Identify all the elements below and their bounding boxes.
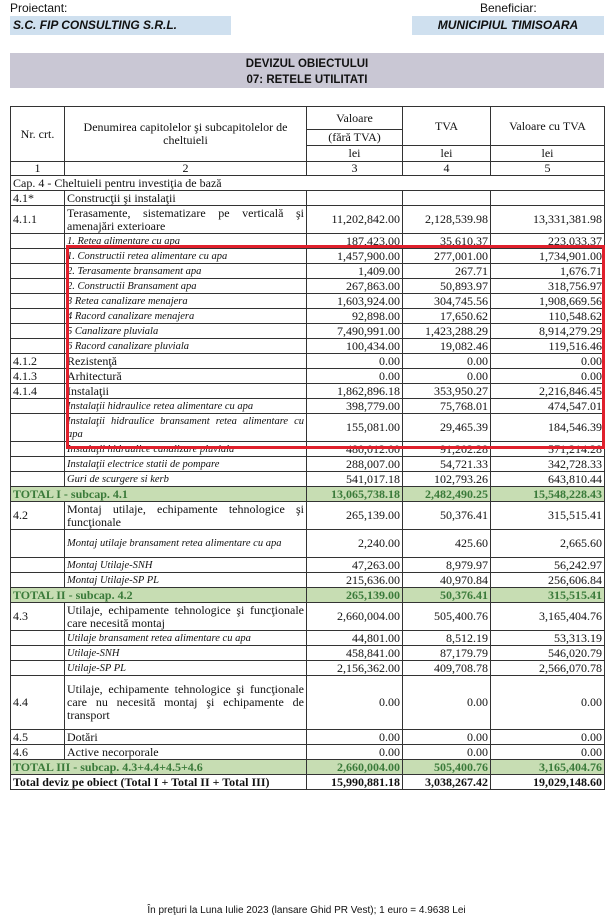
cell-valoare-tva: 19,029,148.60 [491,775,605,790]
col-index-1: 1 [11,162,65,176]
cell-nr [11,442,65,457]
cell-valoare: 288,007.00 [307,457,403,472]
cell-valoare-tva: 223,033.37 [491,234,605,249]
table-row [11,676,605,730]
cell-tva: 54,721.33 [403,457,491,472]
table-row [11,339,605,354]
cell-denumire: Montaj utilaje, echipamente tehnologice şi funcţionale [65,502,307,530]
cell-tva: 50,376.41 [403,588,491,603]
cell-denumire: 4 Racord canalizare menajera [65,309,307,324]
cell-valoare-tva: 256,606.84 [491,573,605,588]
proiectant-label: Proiectant: [10,1,68,15]
footer-note: În preţuri la Luna Iulie 2023 (lansare Ghid PR Vest); 1 euro = 4.9638 Lei [147,905,466,916]
cell-nr [11,234,65,249]
cell-valoare-tva: 643,810.44 [491,472,605,487]
cell-denumire: Rezistenţă [65,354,307,369]
cell-valoare: 1,457,900.00 [307,249,403,264]
cell-tva: 8,979.97 [403,558,491,573]
cell-valoare-tva: 342,728.33 [491,457,605,472]
col-index-3: 3 [307,162,403,176]
cell-nr: 4.1.4 [11,384,65,399]
cell-denumire: 6 Racord canalizare pluviala [65,339,307,354]
cell-valoare-tva: 546,020.79 [491,646,605,661]
cell-valoare-tva: 474,547.01 [491,399,605,414]
cell-nr [11,309,65,324]
col-val-sub: (fără TVA) [307,130,403,146]
cell-valoare-tva: 1,908,669.56 [491,294,605,309]
cell-nr [11,279,65,294]
cell-tva: 91,202.28 [403,442,491,457]
cell-nr [11,558,65,573]
cell-valoare-tva: 119,516.46 [491,339,605,354]
cell-valoare [307,191,403,206]
col-val-header: Valoare [307,107,403,130]
table-row [11,573,605,588]
col-tva-header: TVA [403,107,491,146]
chapter-title: Cap. 4 - Cheltuieli pentru investiţia de bază [11,176,605,191]
cell-valoare-tva: 2,566,070.78 [491,661,605,676]
proiectant-value: S.C. FIP CONSULTING S.R.L. [10,16,231,35]
cell-valoare: 13,065,738.18 [307,487,403,502]
table-row [11,414,605,442]
cell-nr: 4.6 [11,745,65,760]
table-row [11,588,605,603]
cell-nr [11,324,65,339]
table-row [11,309,605,324]
cell-valoare-tva: 1,734,901.00 [491,249,605,264]
cell-tva: 40,970.84 [403,573,491,588]
cell-nr [11,530,65,558]
cell-valoare: 47,263.00 [307,558,403,573]
cell-nr: 4.4 [11,676,65,730]
table-row [11,369,605,384]
cell-valoare: 15,990,881.18 [307,775,403,790]
table-row [11,442,605,457]
cell-valoare-tva: 318,756.97 [491,279,605,294]
table-row [11,264,605,279]
table-row [11,457,605,472]
table-row [11,354,605,369]
table-row [11,646,605,661]
cell-valoare-tva: 8,914,279.29 [491,324,605,339]
cell-tva: 0.00 [403,745,491,760]
cell-denumire: 1. Retea alimentare cu apa [65,234,307,249]
cell-valoare: 480,012.00 [307,442,403,457]
table-row [11,399,605,414]
cell-valoare: 2,660,004.00 [307,603,403,631]
cell-valoare-tva: 13,331,381.98 [491,206,605,234]
table-row [11,745,605,760]
table-row [11,760,605,775]
table-row [11,775,605,790]
cell-valoare-tva: 184,546.39 [491,414,605,442]
cell-valoare: 0.00 [307,676,403,730]
cell-nr [11,472,65,487]
cell-valoare: 0.00 [307,369,403,384]
beneficiar-label: Beneficiar: [480,1,537,15]
cell-tva: 50,376.41 [403,502,491,530]
cell-denumire: 1. Constructii retea alimentare cu apa [65,249,307,264]
cell-nr [11,294,65,309]
cell-denumire: Instalaţii hidraulice retea alimentare cu apa [65,399,307,414]
cell-valoare: 0.00 [307,730,403,745]
cell-denumire: 2. Constructii Bransament apa [65,279,307,294]
cell-nr [11,646,65,661]
cell-denumire: Instalaţii hidraulice bransament retea alimentare cu apa [65,414,307,442]
unit-tva: lei [403,146,491,162]
cell-nr: 4.5 [11,730,65,745]
cell-nr: 4.3 [11,603,65,631]
banner-title: DEVIZUL OBIECTULUI [245,58,369,70]
table-body [11,176,605,790]
cell-tva: 75,768.01 [403,399,491,414]
cell-tva: 425.60 [403,530,491,558]
cell-valoare-tva: 53,313.19 [491,631,605,646]
table-row [11,603,605,631]
table-row [11,324,605,339]
cell-denumire: 3 Retea canalizare menajera [65,294,307,309]
cell-valoare-tva [491,191,605,206]
cell-valoare: 0.00 [307,745,403,760]
cell-valoare: 458,841.00 [307,646,403,661]
cell-valoare: 1,603,924.00 [307,294,403,309]
cell-nr [11,661,65,676]
cell-tva: 3,038,267.42 [403,775,491,790]
cell-nr [11,264,65,279]
cell-tva: 409,708.78 [403,661,491,676]
table-row [11,661,605,676]
cell-valoare-tva: 0.00 [491,354,605,369]
document-header [0,0,613,40]
cell-denumire: Dotări [65,730,307,745]
cell-tva: 353,950.27 [403,384,491,399]
cell-valoare-tva: 1,676.71 [491,264,605,279]
cell-denumire: Terasamente, sistematizare pe verticală şi amenajări exterioare [65,206,307,234]
col-nr-header: Nr. crt. [11,107,65,162]
cell-valoare-tva: 2,665.60 [491,530,605,558]
cell-tva: 304,745.56 [403,294,491,309]
cell-valoare-tva: 3,165,404.76 [491,603,605,631]
cell-tva: 277,001.00 [403,249,491,264]
cell-denumire: Construcţii şi instalaţii [65,191,307,206]
cell-tva: 0.00 [403,369,491,384]
grand-total-label: Total deviz pe obiect (Total I + Total II + Total III) [11,775,307,790]
cell-nr [11,249,65,264]
cell-tva: 50,893.97 [403,279,491,294]
cell-denumire: Utilaje-SP PL [65,661,307,676]
cell-denumire: Montaj Utilaje-SNH [65,558,307,573]
subtotal-label: TOTAL III - subcap. 4.3+4.4+4.5+4.6 [11,760,307,775]
table-row [11,249,605,264]
table-row [11,279,605,294]
subtotal-label: TOTAL I - subcap. 4.1 [11,487,307,502]
cell-valoare: 44,801.00 [307,631,403,646]
cell-tva: 35,610.37 [403,234,491,249]
cell-valoare: 1,862,896.18 [307,384,403,399]
cell-valoare: 155,081.00 [307,414,403,442]
cell-nr [11,573,65,588]
cell-tva: 87,179.79 [403,646,491,661]
cell-valoare: 215,636.00 [307,573,403,588]
cell-denumire: Guri de scurgere si kerb [65,472,307,487]
table-row [11,558,605,573]
subtotal-label: TOTAL II - subcap. 4.2 [11,588,307,603]
col-index-4: 4 [403,162,491,176]
cell-denumire: Utilaje, echipamente tehnologice şi funcţionale care necesită montaj [65,603,307,631]
cell-denumire: 5 Canalizare pluviala [65,324,307,339]
cell-valoare: 1,409.00 [307,264,403,279]
col-index-2: 2 [65,162,307,176]
cell-valoare: 265,139.00 [307,588,403,603]
cell-tva: 2,482,490.25 [403,487,491,502]
table-row [11,502,605,530]
cell-valoare-tva: 15,548,228.43 [491,487,605,502]
cell-nr [11,339,65,354]
cell-denumire: Instalaţii [65,384,307,399]
table-row [11,234,605,249]
table-row [11,530,605,558]
cell-valoare: 2,660,004.00 [307,760,403,775]
cell-valoare: 2,156,362.00 [307,661,403,676]
cell-nr: 4.1.1 [11,206,65,234]
cell-tva: 19,082.46 [403,339,491,354]
deviz-table [10,106,605,790]
cell-tva: 505,400.76 [403,760,491,775]
table-row [11,206,605,234]
cell-valoare-tva: 571,214.28 [491,442,605,457]
cell-tva: 102,793.26 [403,472,491,487]
table-row [11,384,605,399]
cell-tva: 2,128,539.98 [403,206,491,234]
cell-nr [11,399,65,414]
cell-denumire: Montaj utilaje bransament retea alimentare cu apa [65,530,307,558]
cell-valoare: 7,490,991.00 [307,324,403,339]
cell-valoare-tva: 0.00 [491,676,605,730]
cell-nr [11,457,65,472]
cell-tva: 8,512.19 [403,631,491,646]
cell-valoare-tva: 2,216,846.45 [491,384,605,399]
cell-nr: 4.1* [11,191,65,206]
title-banner [10,53,604,88]
table-row [11,730,605,745]
cell-valoare: 92,898.00 [307,309,403,324]
unit-valtva: lei [491,146,605,162]
beneficiar-value: MUNICIPIUL TIMISOARA [412,16,604,35]
col-valtva-header: Valoare cu TVA [491,107,605,146]
cell-valoare: 2,240.00 [307,530,403,558]
col-index-5: 5 [491,162,605,176]
cell-denumire: Instalaţii electrice statii de pompare [65,457,307,472]
cell-nr: 4.1.3 [11,369,65,384]
cell-valoare: 187,423.00 [307,234,403,249]
cell-denumire: Active necorporale [65,745,307,760]
cell-tva: 0.00 [403,354,491,369]
cell-valoare: 267,863.00 [307,279,403,294]
table-row [11,631,605,646]
table-row [11,191,605,206]
cell-denumire: Utilaje bransament retea alimentare cu apa [65,631,307,646]
table-row [11,176,605,191]
table-row [11,487,605,502]
cell-valoare-tva: 315,515.41 [491,502,605,530]
cell-valoare: 0.00 [307,354,403,369]
cell-tva: 29,465.39 [403,414,491,442]
cell-valoare: 11,202,842.00 [307,206,403,234]
cell-valoare-tva: 110,548.62 [491,309,605,324]
cell-tva [403,191,491,206]
cell-denumire: Instalaţii hidraulice canalizare pluviala [65,442,307,457]
cell-tva: 17,650.62 [403,309,491,324]
cell-valoare-tva: 0.00 [491,730,605,745]
table-row [11,472,605,487]
cell-valoare: 398,779.00 [307,399,403,414]
cell-denumire: Utilaje-SNH [65,646,307,661]
cell-nr [11,631,65,646]
cell-valoare-tva: 0.00 [491,369,605,384]
cell-valoare: 100,434.00 [307,339,403,354]
cell-denumire: 2. Terasamente bransament apa [65,264,307,279]
cell-nr: 4.2 [11,502,65,530]
cell-valoare: 541,017.18 [307,472,403,487]
cell-tva: 0.00 [403,676,491,730]
cell-valoare: 265,139.00 [307,502,403,530]
cell-valoare-tva: 56,242.97 [491,558,605,573]
table-row [11,294,605,309]
cell-denumire: Utilaje, echipamente tehnologice şi funcţionale care nu necesită montaj şi echipamente de transport [65,676,307,730]
unit-val: lei [307,146,403,162]
cell-valoare-tva: 315,515.41 [491,588,605,603]
cell-nr [11,414,65,442]
cell-denumire: Montaj Utilaje-SP PL [65,573,307,588]
cell-tva: 267.71 [403,264,491,279]
cell-valoare-tva: 3,165,404.76 [491,760,605,775]
cell-nr: 4.1.2 [11,354,65,369]
cell-tva: 1,423,288.29 [403,324,491,339]
cell-tva: 505,400.76 [403,603,491,631]
cell-valoare-tva: 0.00 [491,745,605,760]
banner-subtitle: 07: RETELE UTILITATI [246,74,368,86]
cell-denumire: Arhitectură [65,369,307,384]
cell-tva: 0.00 [403,730,491,745]
col-den-header: Denumirea capitolelor şi subcapitolelor de cheltuieli [65,107,307,162]
